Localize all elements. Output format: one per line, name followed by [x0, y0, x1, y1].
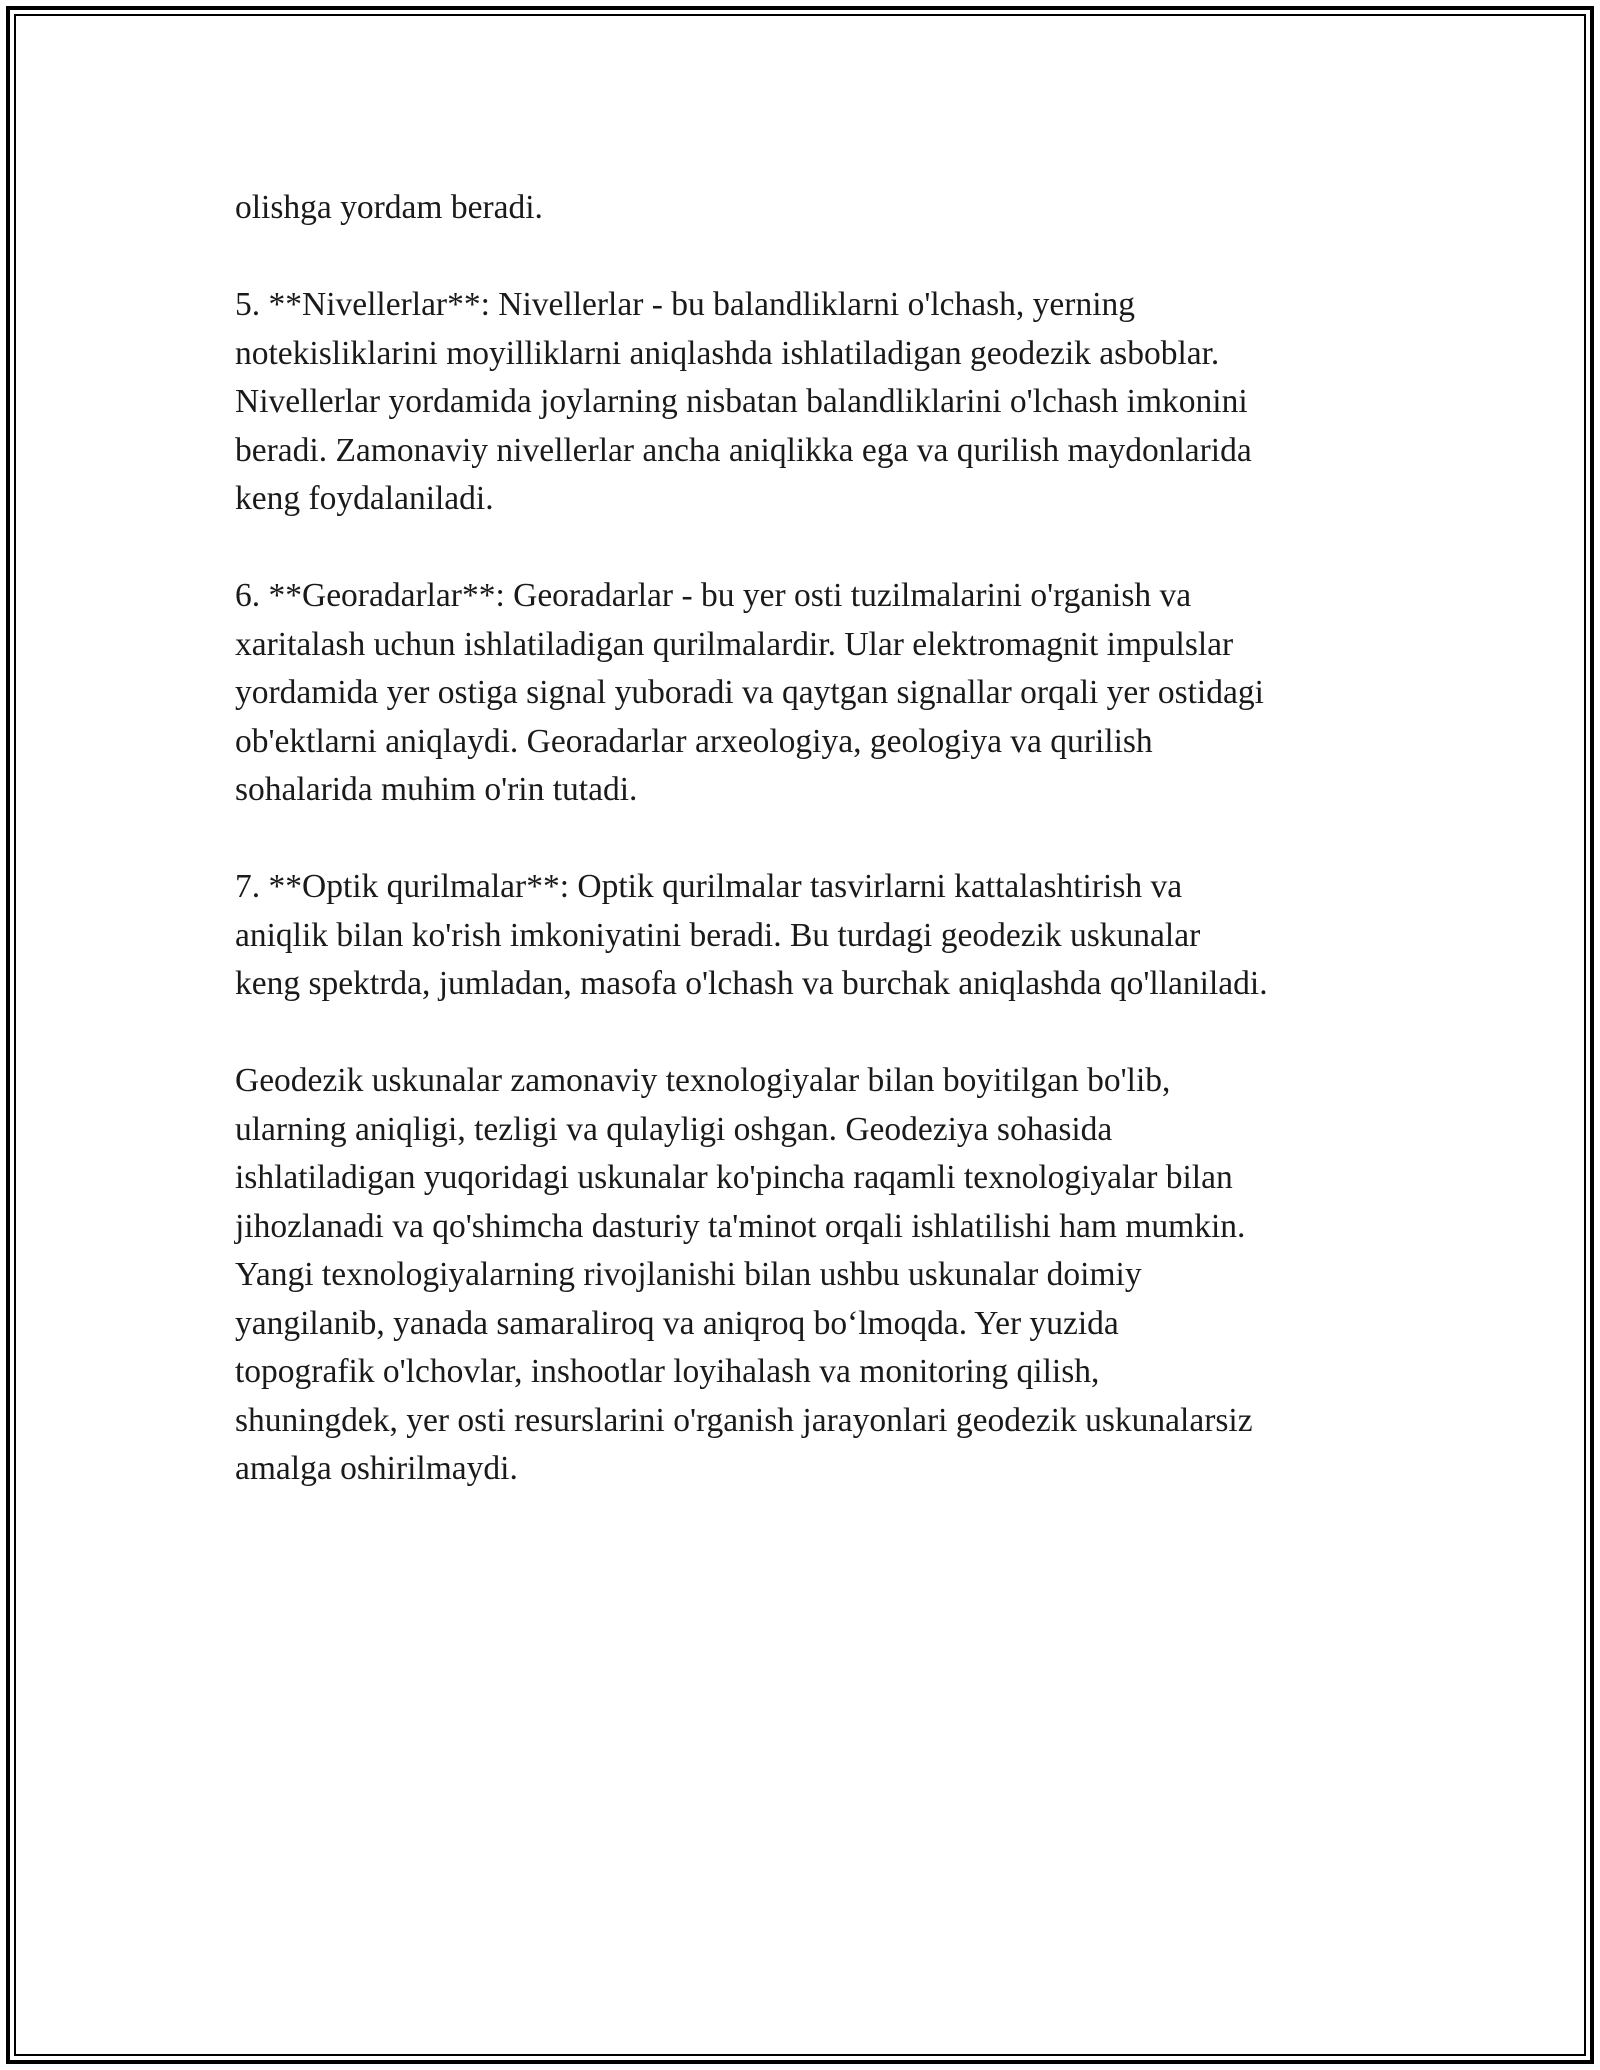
paragraph-georadarlar — [235, 572, 1385, 815]
text-line: keng foydalaniladi. — [235, 480, 494, 517]
text-line: yordamida yer ostiga signal yuboradi va qaytgan signallar orqali yer ostidagi — [235, 674, 1264, 711]
text-line: keng spektrda, jumladan, masofa o'lchash va burchak aniqlashda qo'llaniladi. — [235, 965, 1268, 1002]
paragraph-nivellerlar — [235, 281, 1385, 524]
text-line: topografik o'lchovlar, inshootlar loyihalash va monitoring qilish, — [235, 1353, 1100, 1390]
text-line: amalga oshirilmaydi. — [235, 1450, 518, 1487]
text-line: beradi. Zamonaviy nivellerlar ancha aniqlikka ega va qurilish maydonlarida — [235, 431, 1252, 469]
paragraph-continuation — [235, 184, 1385, 233]
text-line: ishlatiladigan yuqoridagi uskunalar ko'pincha raqamli texnologiyalar bilan — [235, 1159, 1233, 1196]
text-line: xaritalash uchun ishlatiladigan qurilmalardir. Ular elektromagnit impulslar — [235, 625, 1234, 663]
text-line: yangilanib, yanada samaraliroq va aniqroq bo‘lmoqda. Yer yuzida — [235, 1304, 1119, 1342]
text-line: Nivellerlar yordamida joylarning nisbatan balandliklarini o'lchash imkonini — [235, 383, 1248, 420]
text-line: ob'ektlarni aniqlaydi. Georadarlar arxeologiya, geologiya va qurilish — [235, 722, 1153, 760]
paragraph-conclusion — [235, 1057, 1385, 1494]
document-body — [235, 184, 1385, 1542]
text-line: 6. **Georadarlar**: Georadarlar - bu yer osti tuzilmalarini o'rganish va — [235, 577, 1192, 614]
paragraph-optik-qurilmalar — [235, 863, 1385, 1009]
text-line: sohalarida muhim o'rin tutadi. — [235, 771, 638, 808]
text-line: 5. **Nivellerlar**: Nivellerlar - bu balandliklarni o'lchash, yerning — [235, 286, 1136, 323]
text-line: olishga yordam beradi. — [235, 189, 543, 226]
text-line: 7. **Optik qurilmalar**: Optik qurilmalar tasvirlarni kattalashtirish va — [235, 868, 1183, 905]
text-line: jihozlanadi va qo'shimcha dasturiy ta'minot orqali ishlatilishi ham mumkin. — [235, 1207, 1246, 1245]
text-line: ularning aniqligi, tezligi va qulayligi oshgan. Geodeziya sohasida — [235, 1110, 1113, 1148]
text-line: aniqlik bilan ko'rish imkoniyatini beradi. Bu turdagi geodezik uskunalar — [235, 916, 1201, 954]
text-line: shuningdek, yer osti resurslarini o'rganish jarayonlari geodezik uskunalarsiz — [235, 1401, 1253, 1439]
text-line: Yangi texnologiyalarning rivojlanishi bilan ushbu uskunalar doimiy — [235, 1256, 1142, 1293]
text-line: Geodezik uskunalar zamonaviy texnologiyalar bilan boyitilgan bo'lib, — [235, 1062, 1171, 1099]
text-line: notekisliklarini moyilliklarni aniqlashda ishlatiladigan geodezik asboblar. — [235, 334, 1220, 372]
